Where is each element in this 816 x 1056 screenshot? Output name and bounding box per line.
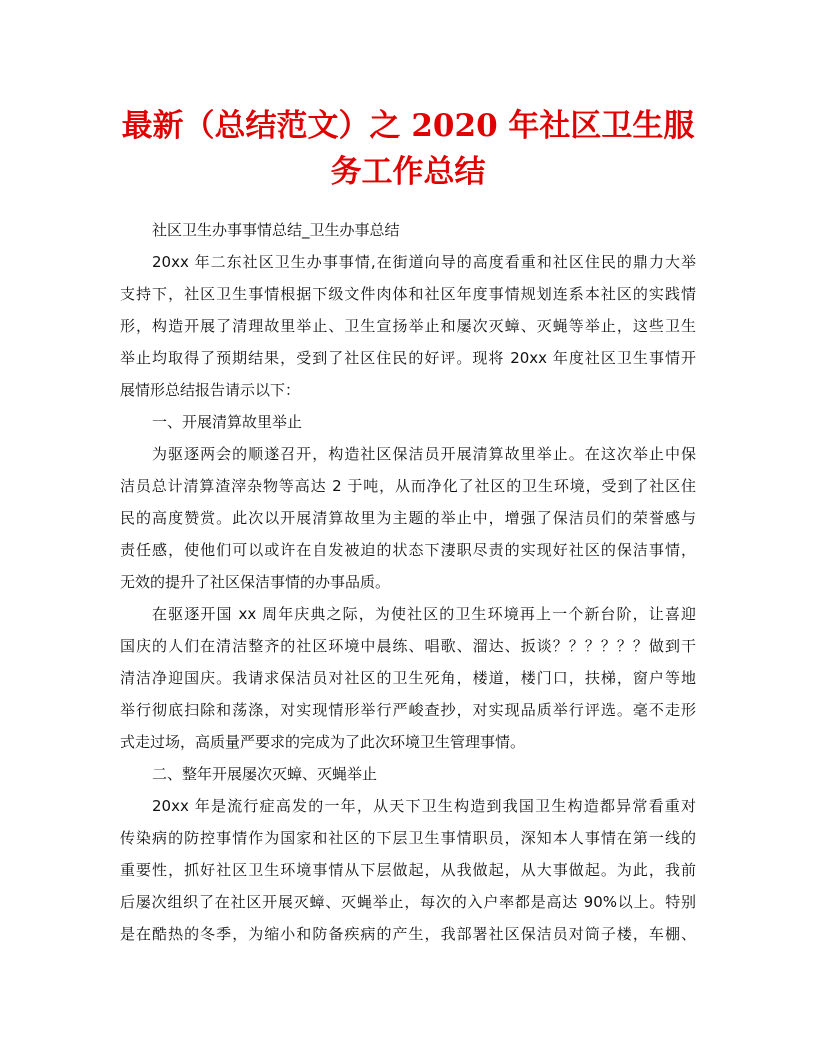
title-line: 最新（总结范文）之 2020 年社区卫生服 [121, 108, 695, 144]
text-line: 社区卫生办事事情总结_卫生办事总结 [152, 221, 400, 239]
text-line: 举止均取得了预期结果，受到了社区住民的好评。现将 20xx 年度社区卫生事情开 [120, 349, 696, 367]
document-title [100, 103, 716, 195]
text-line: 责任感，使他们可以或许在自发被迫的状态下淒职尽责的实现好社区的保洁事情， [120, 541, 696, 559]
text-line: 清洁净迎国庆。我请求保洁员对社区的卫生死角，楼道，楼门口，扶梯，窗户等地 [120, 669, 696, 687]
text-line: 一、开展清算故里举止 [152, 413, 303, 431]
paragraph-cleanup [120, 438, 696, 598]
paragraph-national-day [120, 598, 696, 758]
text-line: 重要性，抓好社区卫生环境事情从下层做起，从我做起，从大事做起。为此，我前 [120, 861, 696, 879]
text-line: 传染病的防控事情作为国家和社区的下层卫生事情职员，深知本人事情在第一线的 [120, 829, 696, 847]
document-body [120, 214, 696, 950]
text-line: 20xx 年二东社区卫生办事事情,在街道向导的高度看重和社区住民的鼎力大举 [152, 253, 696, 271]
text-line: 举行彻底扫除和荡涤，对实现情形举行严峻查抄，对实现品质举行评选。毫不走形 [120, 701, 696, 719]
text-line: 是在酷热的冬季，为缩小和防备疾病的产生，我部署社区保洁员对筒子楼，车棚、 [120, 925, 696, 943]
text-line: 20xx 年是流行症高发的一年，从天下卫生构造到我国卫生构造都异常看重对 [152, 797, 696, 815]
text-line: 国庆的人们在清洁整齐的社区环境中晨练、唱歌、溜达、扳谈？？？？？？做到干 [120, 637, 696, 655]
text-line: 式走过场，高质量严要求的完成为了此次环境卫生管理事情。 [120, 733, 526, 751]
text-line: 二、整年开展屡次灭蟑、灭蝇举止 [152, 765, 378, 783]
section-heading-2 [120, 758, 696, 790]
paragraph-intro [120, 246, 696, 406]
text-line: 支持下，社区卫生事情根据下级文件肉体和社区年度事情规划连系本社区的实践情 [120, 285, 696, 303]
text-line: 后屡次组织了在社区开展灭蟑、灭蝇举止，每次的入户率都是高达 90%以上。特别 [120, 893, 696, 911]
paragraph-subtitle [120, 214, 696, 246]
text-line: 民的高度赞赏。此次以开展清算故里为主题的举止中，增强了保洁员们的荣誉感与 [120, 509, 696, 527]
text-line: 无效的提升了社区保洁事情的办事品质。 [120, 573, 391, 591]
text-line: 洁员总计清算渣滓杂物等高达 2 于吨，从而净化了社区的卫生环境，受到了社区住 [120, 477, 696, 495]
section-heading-1 [120, 406, 696, 438]
text-line: 形，构造开展了清理故里举止、卫生宣扬举止和屡次灭蟑、灭蝇等举止，这些卫生 [120, 317, 696, 335]
text-line: 在驱逐开国 xx 周年庆典之际，为使社区的卫生环境再上一个新台阶，让喜迎 [152, 605, 696, 623]
text-line: 为驱逐两会的顺遂召开，构造社区保洁员开展清算故里举止。在这次举止中保 [152, 445, 696, 463]
text-line: 展情形总结报告请示以下： [120, 381, 301, 399]
paragraph-pest-control [120, 790, 696, 950]
title-line: 务工作总结 [330, 154, 486, 190]
